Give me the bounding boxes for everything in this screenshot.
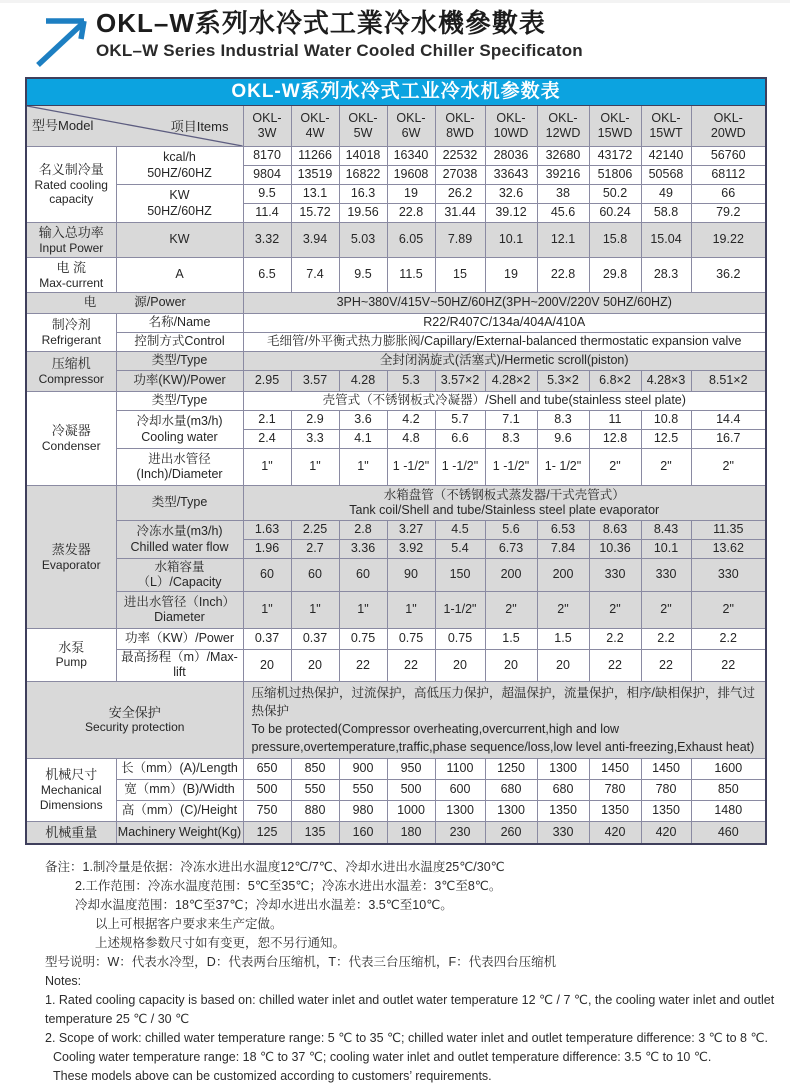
value-cell: 11.35	[691, 521, 766, 540]
value-cell: 2.8	[339, 521, 387, 540]
value-cell: 49	[641, 185, 691, 204]
value-cell: 22	[339, 650, 387, 682]
value-cell: 4.28×2	[485, 371, 537, 392]
arrow-logo-icon	[30, 13, 92, 69]
value-cell: 13519	[291, 166, 339, 185]
value-cell: 680	[485, 780, 537, 801]
value-cell: 3.57	[291, 371, 339, 392]
value-cell: 4.8	[387, 430, 435, 449]
refrigerant-control-value: 毛细管/外平衡式热力膨胀阀/Capillary/External-balanced thermostatic expansion valve	[243, 333, 766, 352]
row-label-length: 长（mm）(A)/Length	[116, 759, 243, 780]
value-cell: 1"	[243, 449, 291, 486]
group-max-current: 电 流 Max-current	[26, 258, 116, 293]
value-cell: 1350	[589, 801, 641, 822]
value-cell: 160	[339, 822, 387, 845]
value-cell: 2.2	[641, 629, 691, 650]
value-cell: 10.36	[589, 540, 641, 559]
value-cell: 3.57×2	[435, 371, 485, 392]
value-cell: 2"	[641, 592, 691, 629]
value-cell: 12.5	[641, 430, 691, 449]
value-cell: 0.75	[339, 629, 387, 650]
value-cell: 11266	[291, 147, 339, 166]
spec-table	[25, 77, 767, 845]
value-cell: 3.3	[291, 430, 339, 449]
value-cell: 20	[485, 650, 537, 682]
column-header-model: OKL- 15WT	[641, 106, 691, 147]
value-cell: 330	[691, 559, 766, 592]
value-cell: 125	[243, 822, 291, 845]
value-cell: 135	[291, 822, 339, 845]
value-cell: 11	[589, 411, 641, 430]
value-cell: 33643	[485, 166, 537, 185]
corner-model-label: 型号Model	[32, 118, 94, 134]
value-cell: 3.27	[387, 521, 435, 540]
row-label-chilled-water-flow: 冷冻水量(m3/h) Chilled water flow	[116, 521, 243, 559]
value-cell: 1450	[641, 759, 691, 780]
value-cell: 8.43	[641, 521, 691, 540]
group-security-protection: 安全保护 Security protection	[26, 681, 243, 759]
note-line: Notes:	[45, 974, 82, 988]
row-label-machinery-weight: Machinery Weight(Kg)	[116, 822, 243, 845]
value-cell: 1.5	[485, 629, 537, 650]
value-cell: 10.1	[485, 223, 537, 258]
value-cell: 60	[243, 559, 291, 592]
row-label-unit-a: A	[116, 258, 243, 293]
value-cell: 20	[291, 650, 339, 682]
value-cell: 12.8	[589, 430, 641, 449]
power-supply-value: 3PH~380V/415V~50HZ/60HZ(3PH~200V/220V 50HZ/60HZ)	[243, 293, 766, 314]
value-cell: 1"	[243, 592, 291, 629]
value-cell: 1"	[291, 592, 339, 629]
column-header-model: OKL- 6W	[387, 106, 435, 147]
column-header-model: OKL- 10WD	[485, 106, 537, 147]
value-cell: 9.6	[537, 430, 589, 449]
document-titles	[96, 9, 583, 61]
value-cell: 38	[537, 185, 589, 204]
value-cell: 2"	[691, 449, 766, 486]
value-cell: 1"	[387, 592, 435, 629]
value-cell: 16.7	[691, 430, 766, 449]
value-cell: 19.22	[691, 223, 766, 258]
value-cell: 1000	[387, 801, 435, 822]
row-label-refrigerant-name: 名称/Name	[116, 314, 243, 333]
value-cell: 22.8	[387, 204, 435, 223]
value-cell: 45.6	[537, 204, 589, 223]
value-cell: 1 -1/2"	[485, 449, 537, 486]
value-cell: 1.96	[243, 540, 291, 559]
value-cell: 6.8×2	[589, 371, 641, 392]
row-label-width: 宽（mm）(B)/Width	[116, 780, 243, 801]
row-label-compressor-power: 功率(KW)/Power	[116, 371, 243, 392]
row-label-evaporator-type: 类型/Type	[116, 486, 243, 521]
value-cell: 1100	[435, 759, 485, 780]
value-cell: 1 -1/2"	[387, 449, 435, 486]
value-cell: 2.2	[691, 629, 766, 650]
value-cell: 42140	[641, 147, 691, 166]
value-cell: 4.2	[387, 411, 435, 430]
value-cell: 39216	[537, 166, 589, 185]
value-cell: 20	[435, 650, 485, 682]
value-cell: 1450	[589, 759, 641, 780]
value-cell: 14.4	[691, 411, 766, 430]
value-cell: 0.75	[387, 629, 435, 650]
row-label-kw: KW 50HZ/60HZ	[116, 185, 243, 223]
value-cell: 1300	[485, 801, 537, 822]
value-cell: 850	[291, 759, 339, 780]
value-cell: 880	[291, 801, 339, 822]
value-cell: 1350	[641, 801, 691, 822]
row-label-unit-kw: KW	[116, 223, 243, 258]
note-line: Cooling water temperature range: 18 ℃ to 37 ℃; cooling water inlet and outlet temperature difference: 3.5 ℃ to 10 ℃.	[53, 1050, 712, 1064]
value-cell: 28036	[485, 147, 537, 166]
value-cell: 22	[589, 650, 641, 682]
value-cell: 4.28×3	[641, 371, 691, 392]
value-cell: 900	[339, 759, 387, 780]
value-cell: 2.1	[243, 411, 291, 430]
security-protection-text: 压缩机过热保护，过流保护，高低压力保护，超温保护，流量保护，相序/缺相保护，排气过热保护 To be protected(Compressor overheating,overcurrent,high and low pressure,overtemperature,traffic,phase sequence/loss,low level anti-freezing,Exhaust heat)	[243, 681, 766, 759]
value-cell: 2.7	[291, 540, 339, 559]
doc-title-english: OKL–W Series Industrial Water Cooled Chiller Specificaton	[96, 40, 583, 60]
value-cell: 420	[641, 822, 691, 845]
value-cell: 0.37	[243, 629, 291, 650]
value-cell: 2"	[537, 592, 589, 629]
value-cell: 56760	[691, 147, 766, 166]
value-cell: 19.56	[339, 204, 387, 223]
notes-section	[45, 858, 775, 1086]
value-cell: 7.89	[435, 223, 485, 258]
value-cell: 1350	[537, 801, 589, 822]
value-cell: 4.28	[339, 371, 387, 392]
value-cell: 5.3	[387, 371, 435, 392]
group-rated-cooling: 名义制冷量 Rated cooling capacity	[26, 147, 116, 223]
value-cell: 2.9	[291, 411, 339, 430]
group-pump: 水泵 Pump	[26, 629, 116, 682]
value-cell: 780	[641, 780, 691, 801]
value-cell: 1.5	[537, 629, 589, 650]
value-cell: 200	[537, 559, 589, 592]
value-cell: 15.04	[641, 223, 691, 258]
doc-title-chinese: OKL–W系列水冷式工業冷水機參數表	[96, 8, 546, 38]
value-cell: 8170	[243, 147, 291, 166]
row-label-pump-power: 功率（KW）/Power	[116, 629, 243, 650]
value-cell: 22	[691, 650, 766, 682]
value-cell: 29.8	[589, 258, 641, 293]
value-cell: 2.2	[589, 629, 641, 650]
value-cell: 6.5	[243, 258, 291, 293]
compressor-type-value: 全封闭涡旋式(活塞式)/Hermetic scroll(piston)	[243, 352, 766, 371]
value-cell: 8.3	[485, 430, 537, 449]
group-input-power: 输入总功率 Input Power	[26, 223, 116, 258]
value-cell: 5.6	[485, 521, 537, 540]
row-label-height: 高（mm）(C)/Height	[116, 801, 243, 822]
value-cell: 19608	[387, 166, 435, 185]
group-condenser: 冷凝器 Condenser	[26, 392, 116, 486]
value-cell: 650	[243, 759, 291, 780]
note-line: 型号说明：W：代表水冷型，D：代表两台压缩机，T：代表三台压缩机，F：代表四台压缩机	[45, 955, 557, 969]
value-cell: 1"	[339, 592, 387, 629]
value-cell: 260	[485, 822, 537, 845]
value-cell: 43172	[589, 147, 641, 166]
value-cell: 11.4	[243, 204, 291, 223]
value-cell: 550	[339, 780, 387, 801]
column-header-model: OKL- 3W	[243, 106, 291, 147]
value-cell: 6.53	[537, 521, 589, 540]
column-header-model: OKL- 12WD	[537, 106, 589, 147]
value-cell: 15.8	[589, 223, 641, 258]
value-cell: 90	[387, 559, 435, 592]
value-cell: 22.8	[537, 258, 589, 293]
value-cell: 1480	[691, 801, 766, 822]
value-cell: 9.5	[339, 258, 387, 293]
value-cell: 1.63	[243, 521, 291, 540]
value-cell: 420	[589, 822, 641, 845]
value-cell: 8.3	[537, 411, 589, 430]
group-refrigerant: 制冷剂 Refrigerant	[26, 314, 116, 352]
value-cell: 150	[435, 559, 485, 592]
value-cell: 13.62	[691, 540, 766, 559]
value-cell: 9804	[243, 166, 291, 185]
value-cell: 5.7	[435, 411, 485, 430]
note-line: temperature 25 ℃ / 30 ℃	[45, 1012, 190, 1026]
row-label-compressor-type: 类型/Type	[116, 352, 243, 371]
value-cell: 2"	[589, 592, 641, 629]
value-cell: 2"	[485, 592, 537, 629]
value-cell: 20	[537, 650, 589, 682]
value-cell: 600	[435, 780, 485, 801]
group-compressor: 压缩机 Compressor	[26, 352, 116, 392]
value-cell: 16.3	[339, 185, 387, 204]
value-cell: 2"	[691, 592, 766, 629]
value-cell: 36.2	[691, 258, 766, 293]
value-cell: 2"	[589, 449, 641, 486]
value-cell: 3.92	[387, 540, 435, 559]
note-line: 备注：1.制冷量是依据：冷冻水进出水温度12℃/7℃、冷却水进出水温度25℃/30℃	[45, 860, 505, 874]
value-cell: 680	[537, 780, 589, 801]
value-cell: 15	[435, 258, 485, 293]
value-cell: 330	[641, 559, 691, 592]
value-cell: 2.95	[243, 371, 291, 392]
document-header	[0, 3, 790, 69]
value-cell: 1- 1/2"	[537, 449, 589, 486]
group-machinery-weight: 机械重量	[26, 822, 116, 845]
value-cell: 13.1	[291, 185, 339, 204]
note-line: These models above can be customized according to customers’ requirements.	[53, 1069, 492, 1083]
corner-header-cell	[26, 106, 243, 147]
value-cell: 330	[537, 822, 589, 845]
value-cell: 79.2	[691, 204, 766, 223]
value-cell: 950	[387, 759, 435, 780]
condenser-type-value: 壳管式（不锈钢板式冷凝器）/Shell and tube(stainless steel plate)	[243, 392, 766, 411]
value-cell: 32680	[537, 147, 589, 166]
value-cell: 27038	[435, 166, 485, 185]
note-line: 上述规格参数尺寸如有变更，恕不另行通知。	[95, 936, 346, 950]
value-cell: 2"	[641, 449, 691, 486]
value-cell: 750	[243, 801, 291, 822]
value-cell: 1300	[435, 801, 485, 822]
value-cell: 6.05	[387, 223, 435, 258]
note-line: 冷却水温度范围：18℃至37℃；冷却水进出水温差：3.5℃至10℃。	[75, 898, 453, 912]
value-cell: 22	[387, 650, 435, 682]
value-cell: 3.32	[243, 223, 291, 258]
group-mechanical-dimensions: 机械尺寸 Mechanical Dimensions	[26, 759, 116, 822]
note-line: 2.工作范围：冷冻水温度范围：5℃至35℃；冷冻水进出水温差：3℃至8℃。	[75, 879, 502, 893]
value-cell: 51806	[589, 166, 641, 185]
row-label-condenser-type: 类型/Type	[116, 392, 243, 411]
value-cell: 8.51×2	[691, 371, 766, 392]
row-label-max-lift: 最高扬程（m）/Max-lift	[116, 650, 243, 682]
value-cell: 66	[691, 185, 766, 204]
value-cell: 0.75	[435, 629, 485, 650]
value-cell: 1-1/2"	[435, 592, 485, 629]
value-cell: 7.1	[485, 411, 537, 430]
value-cell: 850	[691, 780, 766, 801]
row-label-kcal: kcal/h 50HZ/60HZ	[116, 147, 243, 185]
value-cell: 1250	[485, 759, 537, 780]
value-cell: 60	[339, 559, 387, 592]
note-line: 1. Rated cooling capacity is based on: chilled water inlet and outlet water temperature 12 ℃ / 7 ℃, the cooling water inlet and outlet	[45, 993, 775, 1007]
value-cell: 31.44	[435, 204, 485, 223]
table-title: OKL-W系列水冷式工业冷水机参数表	[26, 78, 766, 106]
value-cell: 1600	[691, 759, 766, 780]
value-cell: 22	[641, 650, 691, 682]
value-cell: 5.03	[339, 223, 387, 258]
value-cell: 1300	[537, 759, 589, 780]
value-cell: 19	[387, 185, 435, 204]
value-cell: 5.3×2	[537, 371, 589, 392]
value-cell: 1"	[339, 449, 387, 486]
value-cell: 6.73	[485, 540, 537, 559]
value-cell: 60.24	[589, 204, 641, 223]
value-cell: 4.1	[339, 430, 387, 449]
evaporator-type-value: 水箱盘管（不锈钢板式蒸发器/干式壳管式） Tank coil/Shell and tube/Stainless steel plate evaporator	[243, 486, 766, 521]
value-cell: 230	[435, 822, 485, 845]
value-cell: 50568	[641, 166, 691, 185]
value-cell: 10.1	[641, 540, 691, 559]
value-cell: 12.1	[537, 223, 589, 258]
value-cell: 180	[387, 822, 435, 845]
row-label-condenser-diameter: 进出水管径 (Inch)/Diameter	[116, 449, 243, 486]
value-cell: 500	[387, 780, 435, 801]
value-cell: 11.5	[387, 258, 435, 293]
value-cell: 28.3	[641, 258, 691, 293]
value-cell: 15.72	[291, 204, 339, 223]
value-cell: 4.5	[435, 521, 485, 540]
value-cell: 68112	[691, 166, 766, 185]
value-cell: 330	[589, 559, 641, 592]
row-label-cooling-water: 冷却水量(m3/h) Cooling water	[116, 411, 243, 449]
value-cell: 0.37	[291, 629, 339, 650]
value-cell: 58.8	[641, 204, 691, 223]
row-label-power-supply: 电 源/Power	[26, 293, 243, 314]
value-cell: 26.2	[435, 185, 485, 204]
value-cell: 19	[485, 258, 537, 293]
value-cell: 22532	[435, 147, 485, 166]
column-header-model: OKL- 5W	[339, 106, 387, 147]
value-cell: 2.4	[243, 430, 291, 449]
column-header-model: OKL- 20WD	[691, 106, 766, 147]
value-cell: 5.4	[435, 540, 485, 559]
group-evaporator: 蒸发器 Evaporator	[26, 486, 116, 629]
column-header-model: OKL- 8WD	[435, 106, 485, 147]
value-cell: 60	[291, 559, 339, 592]
value-cell: 460	[691, 822, 766, 845]
value-cell: 780	[589, 780, 641, 801]
column-header-model: OKL- 15WD	[589, 106, 641, 147]
value-cell: 14018	[339, 147, 387, 166]
note-line: 以上可根据客户要求来生产定做。	[95, 917, 283, 931]
value-cell: 50.2	[589, 185, 641, 204]
value-cell: 9.5	[243, 185, 291, 204]
note-line: 2. Scope of work: chilled water temperature range: 5 ℃ to 35 ℃; chilled water inlet and outlet temperature difference: 3 ℃ to 8 ℃.	[45, 1031, 768, 1045]
value-cell: 20	[243, 650, 291, 682]
value-cell: 6.6	[435, 430, 485, 449]
row-label-refrigerant-control: 控制方式Control	[116, 333, 243, 352]
value-cell: 8.63	[589, 521, 641, 540]
corner-items-label: 项目Items	[170, 118, 229, 134]
value-cell: 39.12	[485, 204, 537, 223]
value-cell: 2.25	[291, 521, 339, 540]
value-cell: 16822	[339, 166, 387, 185]
value-cell: 500	[243, 780, 291, 801]
value-cell: 1"	[291, 449, 339, 486]
value-cell: 7.4	[291, 258, 339, 293]
value-cell: 10.8	[641, 411, 691, 430]
row-label-evaporator-diameter: 进出水管径（Inch） Diameter	[116, 592, 243, 629]
value-cell: 1 -1/2"	[435, 449, 485, 486]
row-label-tank-capacity: 水箱容量（L）/Capacity	[116, 559, 243, 592]
value-cell: 7.84	[537, 540, 589, 559]
value-cell: 32.6	[485, 185, 537, 204]
refrigerant-name-value: R22/R407C/134a/404A/410A	[243, 314, 766, 333]
value-cell: 200	[485, 559, 537, 592]
value-cell: 3.6	[339, 411, 387, 430]
value-cell: 3.36	[339, 540, 387, 559]
value-cell: 3.94	[291, 223, 339, 258]
column-header-model: OKL- 4W	[291, 106, 339, 147]
value-cell: 16340	[387, 147, 435, 166]
value-cell: 550	[291, 780, 339, 801]
value-cell: 980	[339, 801, 387, 822]
